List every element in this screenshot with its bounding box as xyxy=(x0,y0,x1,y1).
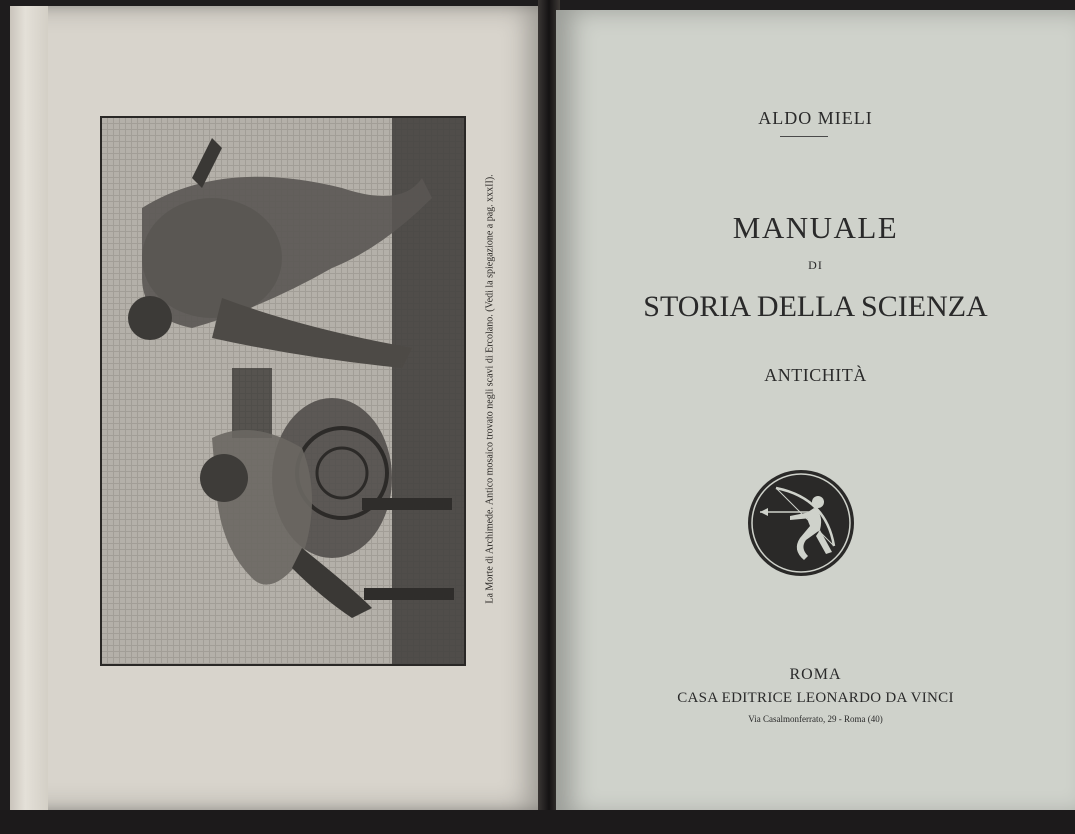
frontispiece-page xyxy=(10,6,546,810)
publisher-address: Via Casalmonferrato, 29 - Roma (40) xyxy=(748,714,883,724)
author-divider xyxy=(780,136,828,137)
book-subtitle: STORIA DELLA SCIENZA xyxy=(643,290,988,323)
author-name: ALDO MIELI xyxy=(758,108,873,128)
page-edge xyxy=(10,6,48,810)
archer-emblem-icon xyxy=(746,468,856,578)
publisher-name: CASA EDITRICE LEONARDO DA VINCI xyxy=(677,690,954,706)
mosaic-plate-image xyxy=(100,116,466,666)
title-page xyxy=(556,10,1075,816)
plate-caption-container xyxy=(480,116,500,662)
mosaic-illustration xyxy=(102,118,464,664)
plate-caption: La Morte di Archimede. Antico mosaico trovato negli scavi di Ercolano. (Vedi la spiegazione a pag. xxxII). xyxy=(484,174,496,604)
background-surface xyxy=(0,810,1075,834)
publisher-city: ROMA xyxy=(789,666,842,683)
volume-period: ANTICHITÀ xyxy=(764,365,867,385)
book-title: MANUALE xyxy=(732,210,899,245)
title-connector: DI xyxy=(808,258,823,272)
